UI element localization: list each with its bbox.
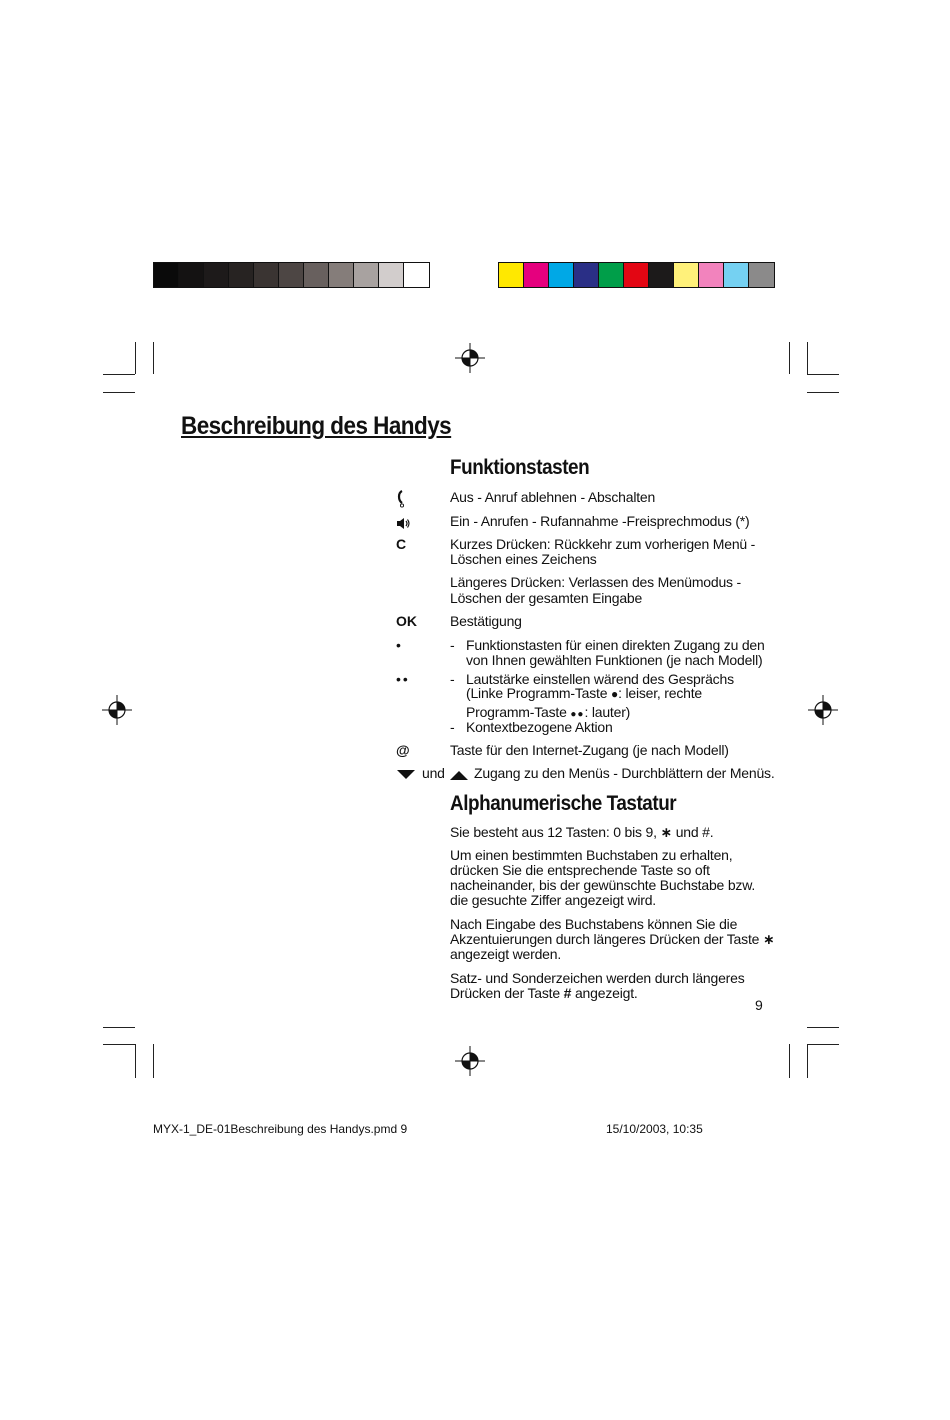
keypad-p3-line-2-text: Akzentuierungen durch längeres Drücken der Taste (450, 931, 760, 947)
color-swatch (624, 263, 649, 287)
softkey-double-dot-label: •• (396, 671, 410, 687)
dash-bullet: - (450, 637, 455, 653)
color-swatch (179, 263, 204, 287)
color-swatch (649, 263, 674, 287)
hash-key-label: # (563, 985, 572, 1001)
internet-key-description: Taste für den Internet-Zugang (je nach Modell) (450, 742, 729, 758)
keypad-p4-line-1: Satz- und Sonderzeichen werden durch längeres (450, 970, 745, 986)
process-color-bar (498, 262, 775, 288)
color-swatch (724, 263, 749, 287)
keypad-p2-line-1: Um einen bestimmten Buchstaben zu erhalten, (450, 847, 733, 863)
color-swatch (279, 263, 304, 287)
und-connector: und (422, 765, 445, 781)
footer-timestamp: 15/10/2003, 10:35 (606, 1122, 703, 1136)
footer-file-name: MYX-1_DE-01Beschreibung des Handys.pmd 9 (153, 1122, 408, 1136)
color-swatch (229, 263, 254, 287)
color-swatch (404, 263, 429, 287)
star-key-icon: ∗ (660, 824, 673, 840)
double-dot-key-icon: ●● (570, 709, 585, 720)
color-swatch (204, 263, 229, 287)
keypad-p2-line-4: die gesuchte Ziffer angezeigt wird. (450, 892, 656, 908)
ok-key-label: OK (396, 613, 417, 629)
volume-line-3-right: : lauter) (584, 704, 631, 720)
color-swatch (699, 263, 724, 287)
down-arrow-key-icon (397, 770, 415, 780)
color-swatch (254, 263, 279, 287)
volume-line-3-left: Programm-Taste (466, 704, 567, 720)
registration-mark-icon (808, 695, 838, 725)
softkey-line-1: Funktionstasten für einen direkten Zugang zu den (466, 637, 765, 653)
star-key-icon: ∗ (762, 931, 775, 947)
volume-line-2-right: : leiser, rechte (618, 685, 703, 701)
navigation-description: Zugang zu den Menüs - Durchblättern der Menüs. (474, 765, 775, 781)
c-short-press-line-1: Kurzes Drücken: Rückkehr zum vorherigen Menü - (450, 536, 756, 552)
page-title: Beschreibung des Handys (181, 412, 452, 440)
c-long-press-line-2: Löschen der gesamten Eingabe (450, 590, 643, 606)
keypad-p3-line-3: angezeigt werden. (450, 946, 562, 962)
registration-mark-icon (455, 343, 485, 373)
c-long-press-line-1: Längeres Drücken: Verlassen des Menümodus - (450, 574, 742, 590)
volume-line-2 (466, 686, 702, 702)
c-short-press-line-2: Löschen eines Zeichens (450, 551, 597, 567)
keypad-p1-text: Sie besteht aus 12 Tasten: 0 bis 9, (450, 824, 657, 840)
color-swatch (379, 263, 404, 287)
grayscale-color-bar (153, 262, 430, 288)
softkey-line-2: von Ihnen gewählten Funktionen (je nach Modell) (466, 652, 763, 668)
keypad-p2-line-3: nacheinander, bis der gewünschte Buchstabe bzw. (450, 877, 756, 893)
color-swatch (549, 263, 574, 287)
section-heading-funktionstasten: Funktionstasten (450, 456, 590, 479)
call-description: Ein - Anrufen - Rufannahme -Freisprechmodus (*) (450, 513, 750, 529)
color-swatch (574, 263, 599, 287)
volume-line-2-left: (Linke Programm-Taste (466, 685, 608, 701)
c-key-label: C (396, 536, 407, 552)
volume-line-1: Lautstärke einstellen wärend des Gesprächs (466, 671, 734, 687)
ok-description: Bestätigung (450, 613, 522, 629)
color-swatch (354, 263, 379, 287)
registration-mark-icon (455, 1046, 485, 1076)
dash-bullet: - (450, 719, 455, 735)
keypad-p2-line-2: drücken Sie die entsprechende Taste so oft (450, 862, 710, 878)
color-swatch (304, 263, 329, 287)
page-number: 9 (755, 997, 763, 1013)
call-speaker-key-icon (396, 517, 410, 530)
keypad-p3-line-2 (450, 932, 774, 947)
context-action-text: Kontextbezogene Aktion (466, 719, 613, 735)
dot-key-icon: ● (611, 687, 619, 701)
color-swatch (749, 263, 774, 287)
color-swatch (329, 263, 354, 287)
keypad-p3-line-1: Nach Eingabe des Buchstabens können Sie die (450, 916, 738, 932)
color-swatch (524, 263, 549, 287)
color-swatch (674, 263, 699, 287)
keypad-p4-end: angezeigt. (574, 985, 638, 1001)
at-key-label: @ (396, 742, 410, 758)
up-arrow-key-icon (450, 770, 468, 780)
keypad-paragraph-1 (450, 825, 713, 840)
color-swatch (599, 263, 624, 287)
dash-bullet: - (450, 671, 455, 687)
color-swatch (154, 263, 179, 287)
keypad-p1-end: und #. (675, 824, 714, 840)
registration-mark-icon (102, 695, 132, 725)
softkey-dot-label: • (396, 637, 401, 653)
section-heading-tastatur: Alphanumerische Tastatur (450, 792, 677, 815)
hangup-key-icon (396, 490, 406, 508)
hangup-description: Aus - Anruf ablehnen - Abschalten (450, 489, 656, 505)
keypad-p4-text: Drücken der Taste (450, 985, 560, 1001)
color-swatch (499, 263, 524, 287)
keypad-p4-line-2 (450, 986, 638, 1001)
